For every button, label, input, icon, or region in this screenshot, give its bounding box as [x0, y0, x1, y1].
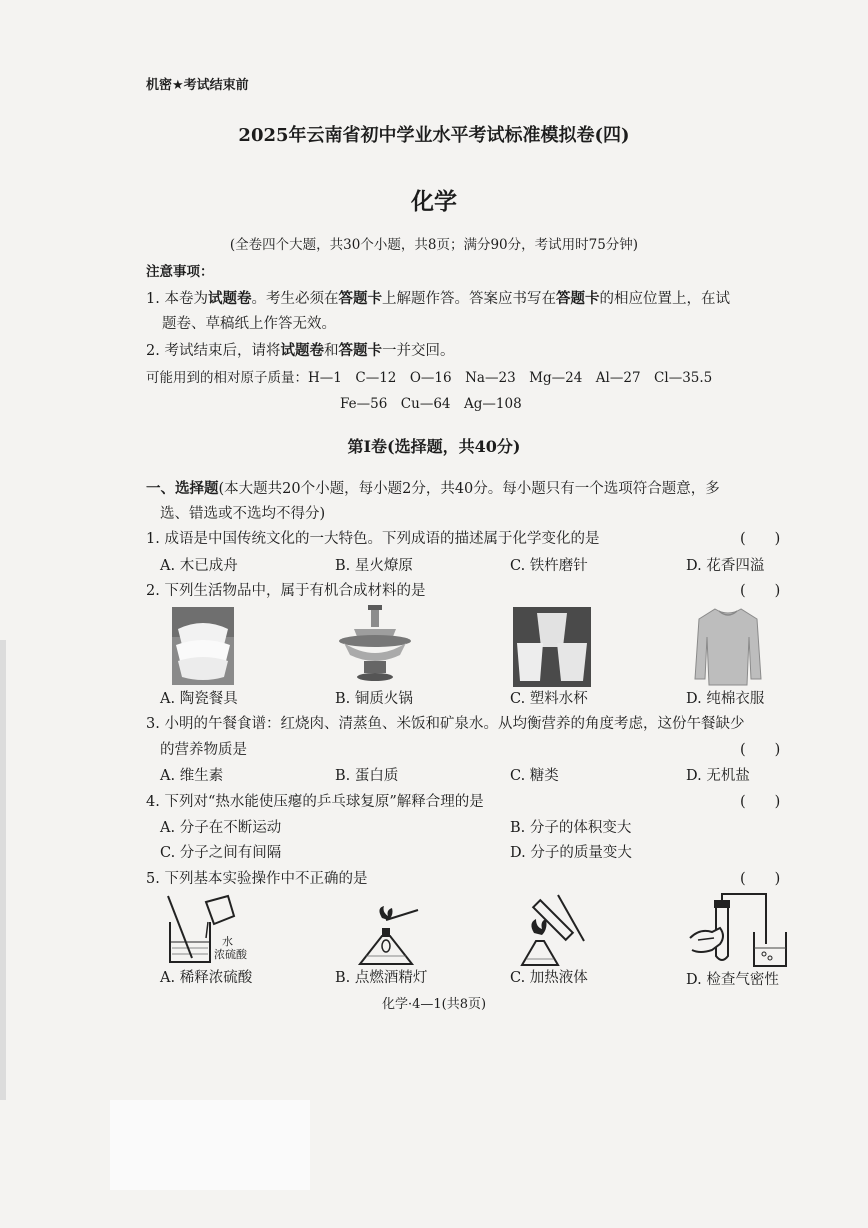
section-instructions: 一、选择题(本大题共20个小题，每小题2分，共40分。每小题只有一个选项符合题意，多	[146, 480, 720, 497]
q1-option-b: B. 星火燎原	[335, 558, 413, 574]
q5-option-d: D. 检查气密性	[686, 972, 779, 988]
q1-option-a: A. 木已成舟	[160, 558, 238, 574]
airtightness-check-diagram	[686, 892, 790, 968]
q3-stem-cont: 的营养物质是	[160, 742, 247, 758]
notice-item-1-cont: 题卷、草稿纸上作答无效。	[162, 316, 336, 332]
atomic-mass-line-1: 可能用到的相对原子质量：H—1 C—12 O—16 Na—23 Mg—24 Al—27 Cl—35.5	[146, 370, 713, 386]
q4-option-d: D. 分子的质量变大	[510, 845, 632, 861]
plastic-cups-image	[513, 607, 591, 687]
subject-title: 化学	[411, 189, 457, 215]
alcohol-lamp-lighting-diagram	[352, 906, 422, 968]
q3-stem: 3. 小明的午餐食谱：红烧肉、清蒸鱼、米饭和矿泉水。从均衡营养的角度考虑，这份午餐缺少	[146, 716, 745, 732]
cotton-shirt-image	[693, 607, 763, 687]
heating-liquid-diagram	[514, 893, 594, 969]
q4-option-b: B. 分子的体积变大	[510, 820, 632, 836]
q2-option-c: C. 塑料水杯	[510, 691, 588, 707]
section-title: 第Ⅰ卷(选择题，共40分)	[347, 437, 521, 456]
q5-option-c: C. 加热液体	[510, 970, 588, 986]
q4-stem: 4. 下列对“热水能使压瘪的乒乓球复原”解释合理的是	[146, 794, 484, 810]
q5-label-water: 水	[222, 935, 233, 948]
scan-blank-patch	[110, 1100, 310, 1190]
section-instructions-cont: 选、错选或不选均不得分)	[160, 506, 326, 522]
q5-label-acid: 浓硫酸	[214, 948, 247, 961]
q1-option-c: C. 铁杵磨针	[510, 558, 588, 574]
q5-option-a: A. 稀释浓硫酸	[160, 970, 253, 986]
exam-info: (全卷四个大题，共30个小题，共8页；满分90分，考试用时75分钟)	[229, 237, 639, 253]
q2-option-a: A. 陶瓷餐具	[160, 691, 238, 707]
notice-heading: 注意事项：	[146, 264, 214, 280]
q2-stem: 2. 下列生活物品中，属于有机合成材料的是	[146, 583, 426, 599]
confidential-label: 机密★考试结束前	[146, 78, 249, 93]
q4-answer-blank: ( )	[740, 794, 781, 810]
q4-option-a: A. 分子在不断运动	[160, 820, 282, 836]
notice-item-2: 2. 考试结束后，请将试题卷和答题卡一并交回。	[146, 342, 455, 359]
q3-option-c: C. 糖类	[510, 768, 559, 784]
exam-title: 2025年云南省初中学业水平考试标准模拟卷(四)	[238, 125, 630, 146]
ceramic-bowls-image	[172, 607, 234, 685]
q5-stem: 5. 下列基本实验操作中不正确的是	[146, 871, 368, 887]
q2-option-d: D. 纯棉衣服	[686, 691, 765, 707]
q3-option-b: B. 蛋白质	[335, 768, 399, 784]
q1-stem: 1. 成语是中国传统文化的一大特色。下列成语的描述属于化学变化的是	[146, 531, 600, 547]
q4-option-c: C. 分子之间有间隔	[160, 845, 282, 861]
q5-option-b: B. 点燃酒精灯	[335, 970, 428, 986]
q3-option-d: D. 无机盐	[686, 768, 750, 784]
q2-option-b: B. 铜质火锅	[335, 691, 413, 707]
q3-answer-blank: ( )	[740, 742, 781, 758]
atomic-mass-line-2: Fe—56 Cu—64 Ag—108	[340, 396, 522, 412]
q5-answer-blank: ( )	[740, 871, 781, 887]
dilute-acid-diagram	[162, 892, 262, 968]
q1-answer-blank: ( )	[740, 531, 781, 547]
q1-option-d: D. 花香四溢	[686, 558, 765, 574]
page-footer: 化学·4—1(共8页)	[381, 997, 487, 1012]
copper-hotpot-image	[338, 605, 412, 685]
scan-shadow	[0, 640, 6, 1100]
q3-option-a: A. 维生素	[160, 768, 224, 784]
q2-answer-blank: ( )	[740, 583, 781, 599]
notice-item-1: 1. 本卷为试题卷。考生必须在答题卡上解题作答。答案应书写在答题卡的相应位置上，在试	[146, 290, 730, 307]
